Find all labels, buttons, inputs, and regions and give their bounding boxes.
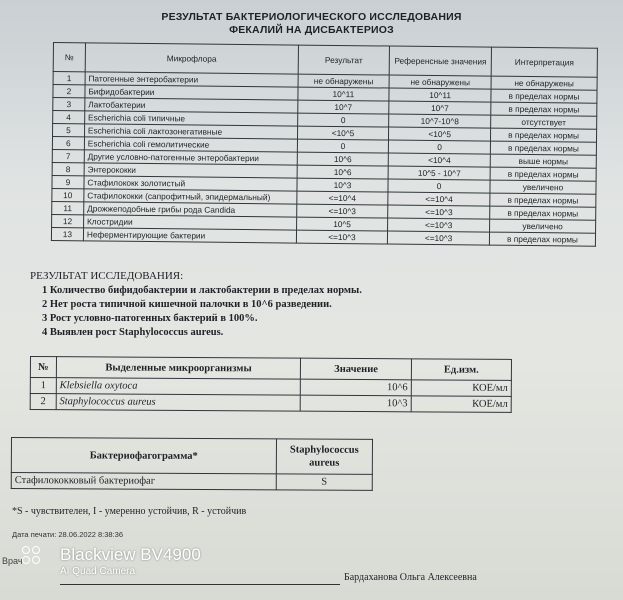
- row-number: 1: [53, 72, 85, 85]
- reference-value: <10^5: [389, 127, 491, 141]
- phage-col-organism: Staphylococcus aureus: [276, 439, 372, 475]
- reference-value: 10^7-10^8: [389, 114, 491, 128]
- phage-sensitivity: S: [276, 474, 372, 491]
- org-col-number: №: [30, 357, 56, 378]
- report-title-line2: ФЕКАЛИЙ НА ДИСБАКТЕРИОЗ: [229, 24, 394, 36]
- quad-camera-icon: [20, 545, 60, 565]
- result-value: 10^3: [297, 178, 389, 192]
- organism-name: Неферментирующие бактерии: [83, 228, 296, 243]
- reference-value: <10^4: [388, 153, 490, 167]
- row-number: 6: [52, 137, 84, 150]
- organism-name: Escherichia coli лактозонегативные: [84, 124, 297, 139]
- result-value: 10^6: [297, 152, 389, 166]
- interpretation: в пределах нормы: [491, 128, 597, 142]
- row-number: 10: [52, 188, 84, 201]
- result-item: 3 Рост условно-патогенных бактерий в 100%.: [42, 313, 258, 324]
- phage-name: Стафилококковый бактериофаг: [11, 473, 276, 490]
- phage-table-header: [11, 438, 372, 475]
- result-value: 10^5: [296, 217, 388, 231]
- reference-value: 0: [389, 140, 491, 154]
- report-title-line1: РЕЗУЛЬТАТ БАКТЕРИОЛОГИЧЕСКОГО ИССЛЕДОВАНИЯ: [161, 11, 462, 23]
- org-value: 10^3: [301, 395, 412, 412]
- interpretation: в пределах нормы: [491, 102, 597, 116]
- organisms-table: [30, 356, 512, 413]
- table-row: [30, 394, 511, 413]
- interpretation: в пределах нормы: [491, 89, 597, 103]
- org-col-unit: Ед.изм.: [411, 359, 511, 381]
- organism-name: Стафилококки (сапрофитный, эпидермальный): [84, 189, 297, 204]
- col-reference: Референсные значения: [389, 46, 491, 76]
- result-value: <10^5: [297, 126, 389, 140]
- row-number: 5: [53, 124, 85, 137]
- reference-value: 0: [388, 179, 490, 193]
- result-value: <=10^4: [297, 191, 389, 205]
- reference-value: 10^5 - 10^7: [388, 166, 490, 180]
- organism-name: Escherichia coli гемолитические: [84, 137, 297, 152]
- organism-name: Дрожжеподобные грибы рода Candida: [84, 202, 297, 217]
- result-item: 1 Количество бифидобактерии и лактобактерии в пределах нормы.: [42, 285, 362, 296]
- print-date: Дата печати: 28.06.2022 8:38:36: [12, 530, 124, 539]
- org-value: 10^6: [301, 379, 412, 396]
- row-number: 7: [52, 149, 84, 162]
- result-heading: РЕЗУЛЬТАТ ИССЛЕДОВАНИЯ:: [30, 270, 184, 282]
- watermark-brand: Blackview BV4900: [60, 545, 201, 564]
- doctor-name: Бардаханова Ольга Алексеевна: [344, 572, 477, 583]
- row-number: 12: [52, 214, 84, 227]
- row-number: 9: [52, 175, 84, 188]
- reference-value: <=10^3: [388, 231, 490, 245]
- organism-name: Escherichia coli типичные: [85, 111, 298, 126]
- col-microflora: Микрофлора: [85, 43, 298, 74]
- interpretation: в пределах нормы: [490, 167, 596, 181]
- org-col-name: Выделенные микроорганизмы: [56, 357, 301, 379]
- org-name: Staphylococcus aureus: [56, 394, 301, 411]
- org-unit: КОЕ/мл: [411, 380, 511, 397]
- table-row: [11, 473, 372, 491]
- organism-name: Лактобактерии: [85, 98, 298, 113]
- interpretation: в пределах нормы: [490, 141, 596, 155]
- row-number: 3: [53, 98, 85, 111]
- organisms-table-header: [30, 357, 511, 381]
- row-number: 8: [52, 162, 84, 175]
- row-number: 11: [52, 201, 84, 214]
- result-value: <=10^3: [296, 230, 388, 244]
- result-item: 4 Выявлен рост Staphylococcus aureus.: [42, 327, 224, 338]
- row-number: 4: [53, 111, 85, 124]
- organism-name: Другие условно-патогенные энтеробактерии: [84, 150, 297, 165]
- col-interpretation: Интерпретация: [491, 47, 597, 77]
- organism-name: Клостридии: [83, 215, 296, 230]
- reference-value: <=10^3: [388, 218, 490, 232]
- result-item: 2 Нет роста типичной кишечной палочки в 10^6 разведении.: [42, 299, 332, 310]
- col-number: №: [53, 43, 85, 72]
- result-value: 0: [297, 113, 389, 127]
- phage-table: [11, 437, 373, 491]
- org-unit: КОЕ/мл: [411, 396, 511, 413]
- interpretation: увеличено: [490, 180, 596, 194]
- row-number: 2: [53, 85, 85, 98]
- org-number: 1: [30, 378, 56, 394]
- organism-name: Стафилококк золотистый: [84, 176, 297, 191]
- org-col-value: Значение: [301, 358, 412, 380]
- result-value: <=10^3: [296, 204, 388, 218]
- result-value: 10^6: [297, 165, 389, 179]
- org-name: Klebsiella oxytoca: [56, 378, 301, 395]
- interpretation: в пределах нормы: [490, 206, 596, 220]
- interpretation: в пределах нормы: [489, 232, 595, 246]
- reference-value: не обнаружены: [389, 75, 491, 89]
- result-value: 10^7: [298, 100, 390, 114]
- interpretation: выше нормы: [490, 154, 596, 168]
- reference-value: <=10^4: [388, 192, 490, 206]
- interpretation: не обнаружены: [491, 76, 597, 90]
- microflora-table: [51, 42, 598, 247]
- phage-col-name: Бактериофагограмма*: [11, 438, 276, 474]
- org-number: 2: [30, 394, 56, 410]
- signature-line: [60, 584, 340, 585]
- result-value: 0: [297, 139, 389, 153]
- interpretation: увеличено: [490, 219, 596, 233]
- reference-value: 10^7: [389, 101, 491, 115]
- reference-value: 10^11: [389, 88, 491, 102]
- sensitivity-footnote: *S - чувствителен, I - умеренно устойчив, R - устойчив: [12, 506, 247, 517]
- row-number: 13: [51, 227, 83, 240]
- interpretation: отсутствует: [491, 115, 597, 129]
- organism-name: Патогенные энтеробактерии: [85, 72, 298, 87]
- reference-value: <=10^3: [388, 205, 490, 219]
- interpretation: в пределах нормы: [490, 193, 596, 207]
- doctor-label: Врач: [2, 556, 23, 566]
- watermark-subtitle: AI Quad Camera: [60, 566, 136, 577]
- col-result: Результат: [298, 45, 390, 75]
- result-value: не обнаружены: [298, 74, 390, 88]
- organism-name: Энтерококки: [84, 163, 297, 178]
- result-value: 10^11: [298, 87, 390, 101]
- organism-name: Бифидобактерии: [85, 85, 298, 100]
